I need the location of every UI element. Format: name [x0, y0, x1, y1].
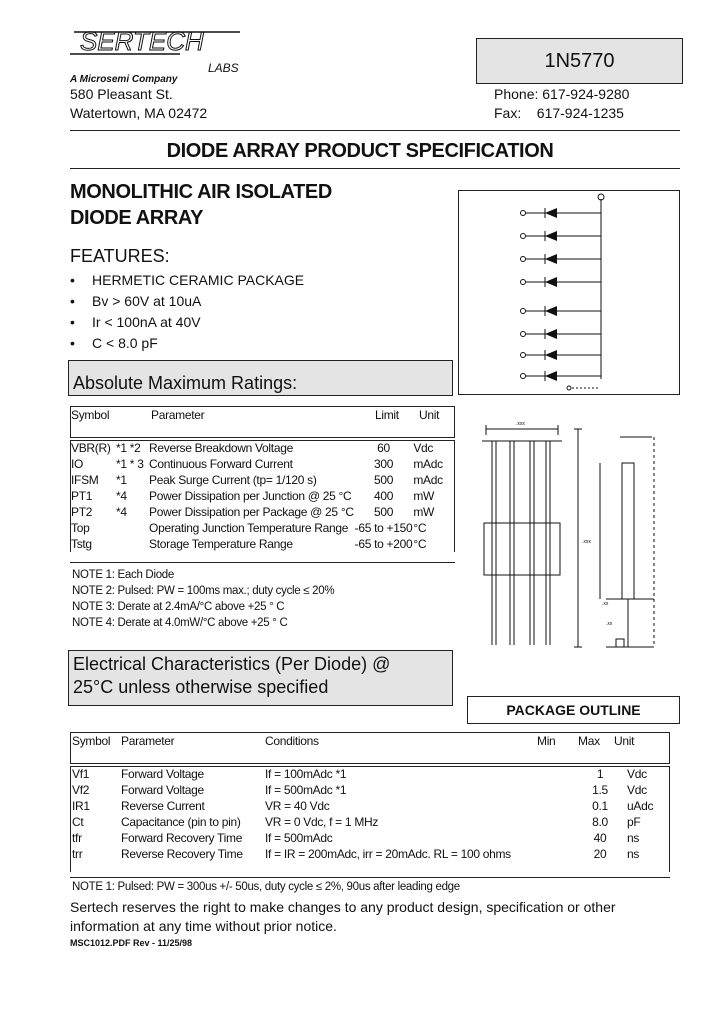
feature-item: • Bv > 60V at 10uA [70, 293, 202, 309]
note-2: NOTE 2: Pulsed: PW = 100ms max.; duty cycle ≤ 20% [72, 585, 335, 597]
elec-heading-line1: Electrical Characteristics (Per Diode) @ [73, 654, 391, 674]
table-row: IFSM *1 Peak Surge Current (tp= 1/120 s) 500 mAdc [71, 473, 443, 487]
table-row: PT2 *4 Power Dissipation per Package @ 25 °C 500 mW [71, 505, 435, 519]
svg-text:.xxx: .xxx [516, 421, 525, 427]
phone-number: Phone: 617-924-9280 [494, 86, 630, 102]
table-row: tfr Forward Recovery Time If = 500mAdc 40 ns [72, 831, 640, 845]
svg-text:.xx: .xx [606, 621, 613, 627]
abs-max-notes [72, 567, 334, 631]
title-rule [70, 168, 680, 169]
table-row: trr Reverse Recovery Time If = IR = 200mAdc, irr = 20mAdc. RL = 100 ohms 20 ns [72, 847, 640, 861]
disclaimer-text: Sertech reserves the right to make changes to any product design, specification or other information at any time without prior notice. [70, 899, 616, 934]
table-row: Vf2 Forward Voltage If = 500mAdc *1 1.5 Vdc [72, 783, 647, 797]
product-title-line1: MONOLITHIC AIR ISOLATED [70, 181, 332, 203]
table-row: Vf1 Forward Voltage If = 100mAdc *1 1 Vdc [72, 767, 647, 781]
elec-heading [68, 650, 453, 706]
col-parameter: Parameter [151, 408, 205, 422]
company-tagline: A Microsemi Company [70, 74, 178, 85]
elec-notes-rule [70, 877, 670, 878]
elec-col-unit: Unit [614, 734, 635, 748]
svg-text:.xxx: .xxx [582, 539, 591, 545]
elec-col-min: Min [537, 734, 556, 748]
elec-col-symbol: Symbol [72, 734, 111, 748]
logo-text: SERTECH [80, 26, 204, 56]
col-unit: Unit [419, 408, 440, 422]
header-rule [70, 130, 680, 131]
logo-sub: LABS [208, 61, 239, 74]
feature-item: • HERMETIC CERAMIC PACKAGE [70, 272, 305, 288]
feature-item: • Ir < 100nA at 40V [70, 314, 201, 330]
fax-number: Fax: 617-924-1235 [494, 105, 624, 121]
document-footer: MSC1012.PDF Rev - 11/25/98 [70, 938, 193, 948]
col-limit: Limit [375, 408, 399, 422]
schematic-diagram [458, 190, 680, 395]
abs-max-table [71, 440, 456, 552]
table-row: IR1 Reverse Current VR = 40 Vdc 0.1 uAdc [72, 799, 654, 813]
elec-col-parameter: Parameter [121, 734, 175, 748]
product-title-line2: DIODE ARRAY [70, 207, 204, 229]
notes-rule [70, 562, 455, 563]
elec-table [72, 766, 670, 862]
table-row: Tstg Storage Temperature Range -65 to +200 °C [71, 537, 427, 551]
elec-col-conditions: Conditions [265, 734, 319, 748]
features-heading: FEATURES: [70, 246, 170, 266]
company-logo [70, 26, 250, 79]
table-row: VBR(R) *1 *2 Reverse Breakdown Voltage 60 Vdc [71, 441, 434, 455]
elec-col-max: Max [578, 734, 600, 748]
feature-item: • C < 8.0 pF [70, 335, 158, 351]
diode-symbols [521, 208, 602, 381]
svg-text:.xx: .xx [602, 601, 609, 607]
table-row: Ct Capacitance (pin to pin) VR = 0 Vdc, f = 1 MHz 8.0 pF [72, 815, 641, 829]
document-title: DIODE ARRAY PRODUCT SPECIFICATION [166, 140, 554, 162]
package-outline-drawing [458, 415, 680, 675]
table-row: IO *1 * 3 Continuous Forward Current 300 mAdc [71, 457, 443, 471]
note-1: NOTE 1: Each Diode [72, 569, 174, 581]
package-outline-label: PACKAGE OUTLINE [467, 696, 680, 724]
table-row: PT1 *4 Power Dissipation per Junction @ 25 °C 400 mW [71, 489, 435, 503]
address-line-1: 580 Pleasant St. [70, 86, 173, 102]
elec-note: NOTE 1: Pulsed: PW = 300us +/- 50us, duty cycle ≤ 2%, 90us after leading edge [72, 881, 460, 893]
elec-heading-line2: 25°C unless otherwise specified [73, 677, 329, 697]
part-number-box: 1N5770 [476, 38, 683, 84]
address-line-2: Watertown, MA 02472 [70, 105, 208, 121]
note-3: NOTE 3: Derate at 2.4mA/°C above +25 ° C [72, 601, 285, 613]
table-row: Top Operating Junction Temperature Range -65 to +150 °C [71, 521, 427, 535]
note-4: NOTE 4: Derate at 4.0mW/°C above +25 ° C [72, 617, 288, 629]
abs-max-heading: Absolute Maximum Ratings: [68, 360, 453, 396]
col-symbol: Symbol [71, 408, 110, 422]
